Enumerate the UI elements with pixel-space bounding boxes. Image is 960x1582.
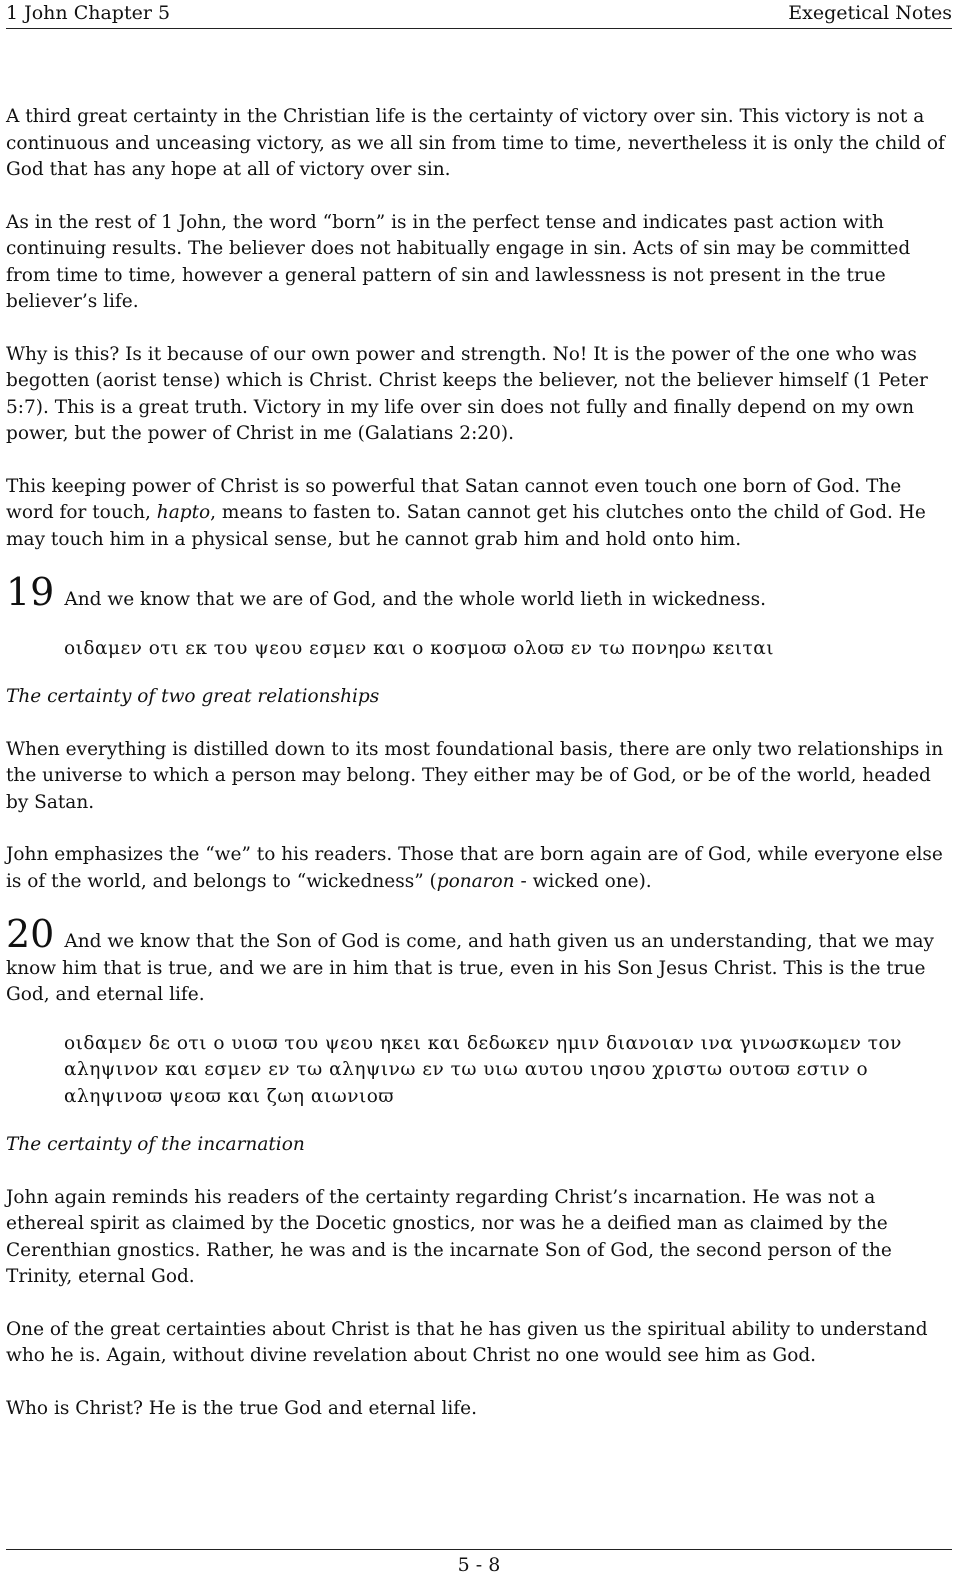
verse-text: And we know that we are of God, and the whole world lieth in wickedness. <box>64 589 766 610</box>
greek-term-ponaron: ponaron <box>436 870 515 892</box>
paragraph-why: Why is this? Is it because of our own power and strength. No! It is the power of the one who was begotten (aorist tense) which is Christ. Christ keeps the believer, not the believer himself (1 Peter 5:7). This is a great truth. Victory in my life over sin does not fully and finally depend on my own power, but the power of Christ in me (Galatians 2:20). <box>6 343 928 444</box>
text-span: , means to fasten to. Satan cannot get his clutches onto the child of God. He may touch him in a physical sense, but he cannot grab him and hold onto him. <box>6 502 926 550</box>
section-heading-relationships: The certainty of two great relationships <box>6 686 380 707</box>
verse-number: 19 <box>6 570 55 614</box>
paragraph-who-is-christ: Who is Christ? He is the true God and eternal life. <box>6 1397 477 1419</box>
verse-number: 20 <box>6 912 55 956</box>
header-chapter-title: 1 John Chapter 5 <box>6 2 171 24</box>
greek-text-verse-19: οιδαμεν οτι εκ του ψεου εσμεν και ο κοσμοϖ ολοϖ εν τω πονηρω κειται <box>64 637 774 659</box>
text-span: - wicked one). <box>514 870 652 892</box>
paragraph-relationships: When everything is distilled down to its most foundational basis, there are only two relationships in the universe to which a person may belong. They either may be of God, or be of the world, headed by Satan. <box>6 738 944 813</box>
verse-19 <box>6 570 950 614</box>
verse-text: And we know that the Son of God is come, and hath given us an understanding, that we may know him that is true, and we are in him that is true, even in his Son Jesus Christ. This is the true God, and eternal life. <box>6 931 934 1005</box>
page-header <box>6 2 952 29</box>
text-span: This keeping power of Christ is so powerful that Satan cannot even touch one born of God. The word for touch, <box>6 475 902 523</box>
verse-20 <box>6 912 950 1009</box>
paragraph-incarnation: John again reminds his readers of the certainty regarding Christ’s incarnation. He was not a ethereal spirit as claimed by the Docetic gnostics, nor was he a deified man as claimed by the Cerenthian gnostics. Rather, he was and is the incarnate Son of God, the second person of the Trinity, eternal God. <box>6 1186 892 1287</box>
paragraph-victory: A third great certainty in the Christian life is the certainty of victory over sin. This victory is not a continuous and unceasing victory, as we all sin from time to time, nevertheless it is only the child of God that has any hope at all of victory over sin. <box>6 106 945 180</box>
paragraph-we-emphasis <box>6 842 950 895</box>
paragraph-keeping-power <box>6 474 950 554</box>
greek-term-hapto: hapto <box>156 502 211 523</box>
header-notes-title: Exegetical Notes <box>788 2 952 24</box>
page-footer <box>6 1549 952 1576</box>
paragraph-born-tense: As in the rest of 1 John, the word “born” is in the perfect tense and indicates past action with continuing results. The believer does not habitually engage in sin. Acts of sin may be committed from time to time, however a general pattern of sin and lawlessness is not present in the true believer’s life. <box>6 211 911 312</box>
page-number: 5 - 8 <box>457 1554 501 1576</box>
document-body <box>6 104 950 1448</box>
paragraph-understanding: One of the great certainties about Christ is that he has given us the spiritual ability to understand who he is. Again, without divine revelation about Christ no one would see him as God. <box>6 1318 928 1366</box>
section-heading-incarnation: The certainty of the incarnation <box>6 1134 305 1155</box>
greek-text-verse-20: οιδαμεν δε οτι ο υιοϖ του ψεου ηκει και δεδωκεν ημιν διανοιαν ινα γινωσκωμεν τον αληψινον και εσμεν εν τω αληψινω εν τω υιω αυτου ιησου χριστω ουτοϖ εστιν ο αληψινοϖ ψεοϖ και ζωη αιωνιοϖ <box>64 1032 902 1107</box>
text-span: John emphasizes the “we” to his readers. Those that are born again are of God, while everyone else is of the world, and belongs to “wickedness” ( <box>6 844 943 892</box>
